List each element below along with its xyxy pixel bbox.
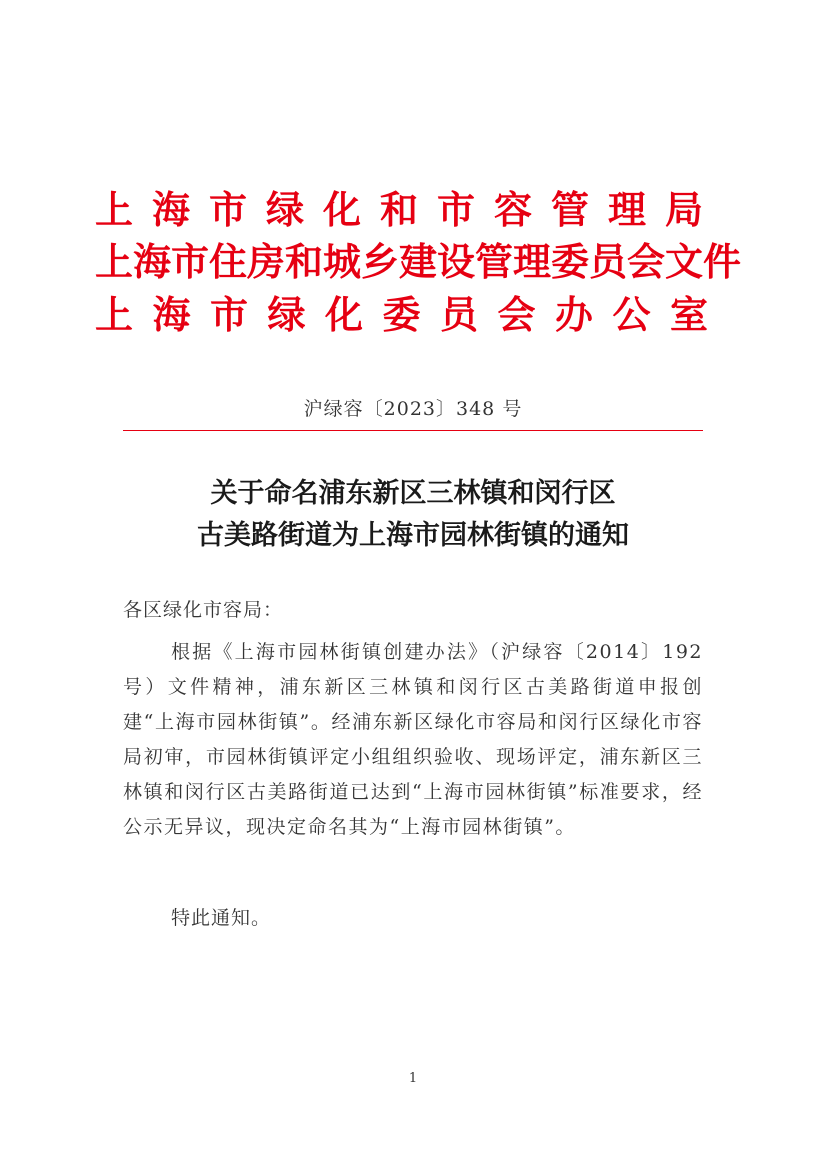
issuer-header-line-3: 上海市绿化委员会办公室 [95,293,728,337]
document-number: 沪绿容〔2023〕348 号 [303,398,523,420]
document-title-line-1: 关于命名浦东新区三林镇和闵行区 [210,478,616,509]
issuer-header-line-1: 上海市绿化和市容管理局 [95,188,723,232]
page-number: 1 [408,1071,418,1086]
body-paragraph: 根据《上海市园林街镇创建办法》（沪绿容〔2014〕192 号）文件精神，浦东新区三林镇和闵行区古美路街道申报创建“上海市园林街镇”。经浦东新区绿化市容局和闵行区绿化市容局初审，市园林街镇评定小组组织验收、现场评定，浦东新区三林镇和闵行区古美路街道已达到“上海市园林街镇”标准要求，经公示无异议，现决定命名其为“上海市园林街镇”。 [123,641,703,838]
red-divider [123,430,703,431]
document-title-line-2: 古美路街道为上海市园林街镇的通知 [197,520,629,551]
salutation: 各区绿化市容局： [123,599,284,621]
closing-statement: 特此通知。 [171,907,272,929]
issuer-header-line-2: 上海市住房和城乡建设管理委员会文件 [95,240,742,284]
